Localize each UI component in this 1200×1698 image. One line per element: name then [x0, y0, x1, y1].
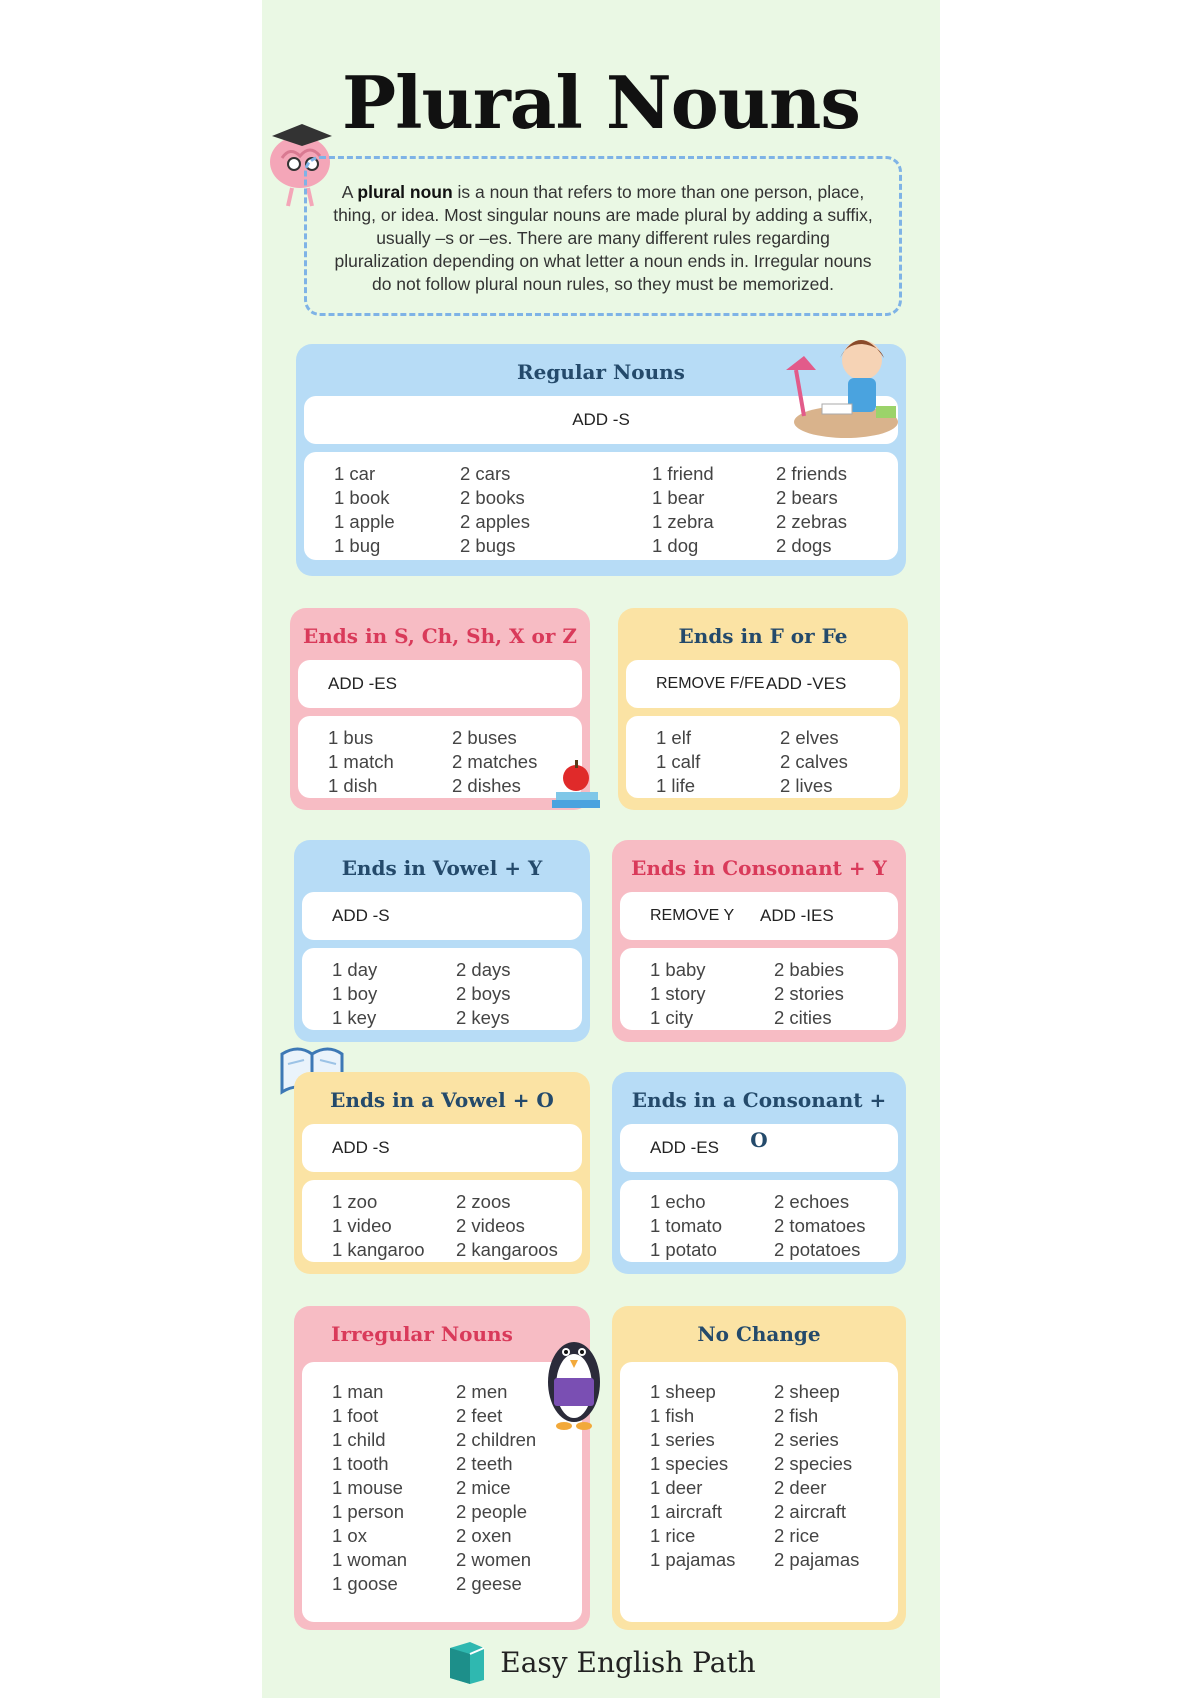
- ends-vowel-o-card: [294, 1072, 590, 1274]
- ends-vowel-y-examples: [302, 948, 582, 1030]
- consonant-y-col-2: 2 babies 2 stories 2 cities: [774, 959, 844, 1028]
- ends-vowel-o-title: Ends in a Vowel + O: [330, 1088, 554, 1112]
- ends-consonant-y-rule: [620, 892, 898, 940]
- intro-text: is a noun that refers to more than one person, place, thing, or idea. Most singular nouns are made plural by adding a suffix, usually –s or –es. There are many different rules regarding pluralization depending on what letter a noun ends in. Irregular nouns do not follow plural noun rules, so they must be memorized.: [333, 182, 873, 294]
- ends-f-fe-remove: REMOVE F/FE: [656, 675, 765, 692]
- ends-vowel-y-title: Ends in Vowel + Y: [341, 856, 543, 880]
- infographic-sheet: [262, 0, 940, 1698]
- book-logo-icon: [446, 1640, 486, 1684]
- irregular-nouns-title: Irregular Nouns: [331, 1322, 513, 1346]
- regular-col-4: 2 friends 2 bears 2 zebras 2 dogs: [776, 463, 847, 556]
- ends-vowel-o-rule: ADD -S: [302, 1124, 582, 1172]
- apple-books-icon: [548, 756, 604, 816]
- ends-consonant-o-rule: ADD -ES: [620, 1124, 898, 1172]
- girl-studying-icon: [782, 330, 902, 442]
- ends-f-fe-rule: [626, 660, 900, 708]
- vowel-y-col-2: 2 days 2 boys 2 keys: [456, 959, 511, 1028]
- consonant-y-col-1: 1 baby 1 story 1 city: [650, 959, 706, 1028]
- ends-vowel-o-examples: [302, 1180, 582, 1262]
- no-change-card: [612, 1306, 906, 1630]
- no-change-examples: [620, 1362, 898, 1622]
- irregular-col-2: 2 men 2 feet 2 children 2 teeth 2 mice 2 people 2 oxen 2 women 2 geese: [456, 1381, 537, 1594]
- s-ch-col-2: 2 buses 2 matches 2 dishes: [452, 727, 538, 796]
- no-change-col-1: 1 sheep 1 fish 1 series 1 species 1 deer 1 aircraft 1 rice 1 pajamas: [650, 1381, 736, 1570]
- page-title: Plural Nouns: [342, 60, 860, 145]
- vowel-y-col-1: 1 day 1 boy 1 key: [332, 959, 378, 1028]
- regular-nouns-examples: [304, 452, 898, 560]
- ends-consonant-o-card: [612, 1072, 906, 1274]
- f-fe-col-1: 1 elf 1 calf 1 life: [656, 727, 701, 796]
- penguin-reading-icon: [544, 1322, 604, 1430]
- vowel-o-col-1: 1 zoo 1 video 1 kangaroo: [332, 1191, 425, 1260]
- ends-vowel-y-card: [294, 840, 590, 1042]
- ends-consonant-o-title: Ends in a Consonant + O: [631, 1088, 887, 1152]
- footer: [262, 1640, 940, 1691]
- regular-col-2: 2 cars 2 books 2 apples 2 bugs: [460, 463, 530, 556]
- ends-f-fe-add: ADD -VES: [766, 674, 847, 693]
- ends-s-ch-card: [290, 608, 590, 810]
- irregular-nouns-examples: [302, 1362, 582, 1622]
- ends-f-fe-title: Ends in F or Fe: [678, 624, 848, 648]
- ends-consonant-y-remove: REMOVE Y: [650, 907, 735, 924]
- ends-s-ch-title: Ends in S, Ch, Sh, X or Z: [303, 624, 577, 648]
- ends-s-ch-rule: ADD -ES: [298, 660, 582, 708]
- ends-consonant-o-examples: [620, 1180, 898, 1262]
- ends-vowel-y-rule: ADD -S: [302, 892, 582, 940]
- ends-s-ch-examples: [298, 716, 582, 798]
- intro-prefix: A: [341, 182, 353, 202]
- regular-col-3: 1 friend 1 bear 1 zebra 1 dog: [652, 463, 714, 556]
- regular-col-1: 1 car 1 book 1 apple 1 bug: [334, 463, 395, 556]
- ends-consonant-y-examples: [620, 948, 898, 1030]
- ends-f-fe-examples: [626, 716, 900, 798]
- no-change-title: No Change: [697, 1322, 821, 1346]
- regular-nouns-rule: ADD -S: [304, 396, 898, 444]
- consonant-o-col-1: 1 echo 1 tomato 1 potato: [650, 1191, 722, 1260]
- consonant-o-col-2: 2 echoes 2 tomatoes 2 potatoes: [774, 1191, 866, 1260]
- ends-f-fe-card: [618, 608, 908, 810]
- intro-bold: plural noun: [357, 182, 453, 202]
- s-ch-col-1: 1 bus 1 match 1 dish: [328, 727, 394, 796]
- footer-brand: Easy English Path: [500, 1645, 756, 1679]
- ends-consonant-y-title: Ends in Consonant + Y: [631, 856, 887, 880]
- ends-consonant-y-add: ADD -IES: [760, 906, 834, 925]
- vowel-o-col-2: 2 zoos 2 videos 2 kangaroos: [456, 1191, 558, 1260]
- intro-box: [304, 156, 902, 316]
- no-change-col-2: 2 sheep 2 fish 2 series 2 species 2 deer 2 aircraft 2 rice 2 pajamas: [774, 1381, 860, 1570]
- irregular-col-1: 1 man 1 foot 1 child 1 tooth 1 mouse 1 person 1 ox 1 woman 1 goose: [332, 1381, 408, 1594]
- ends-consonant-y-card: [612, 840, 906, 1042]
- regular-nouns-title: Regular Nouns: [517, 360, 685, 384]
- f-fe-col-2: 2 elves 2 calves 2 lives: [780, 727, 848, 796]
